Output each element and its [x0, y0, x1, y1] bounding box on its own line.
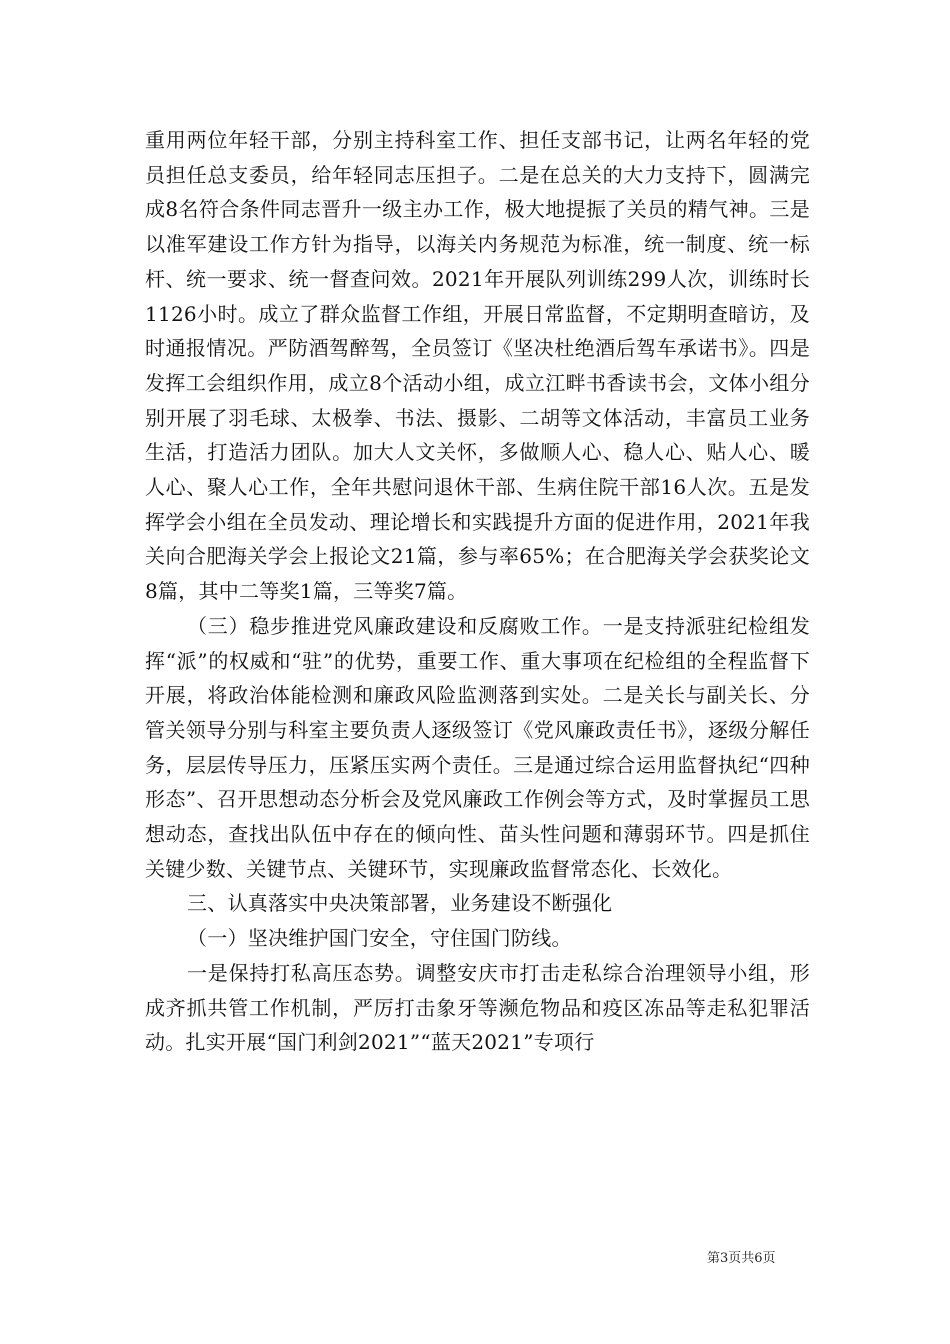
paragraph-2: （三）稳步推进党风廉政建设和反腐败工作。一是支持派驻纪检组发挥“派”的权威和“驻”的优势，重要工作、重大事项在纪检组的全程监督下开展，将政治体能检测和廉政风险监测落到实处。二是关长与副关长、分管关领导分别与科室主要负责人逐级签订《党风廉政责任书》，逐级分解任务，层层传导压力，压紧压实两个责任。三是通过综合运用监督执纪“四种形态”、召开思想动态分析会及党风廉政工作例会等方式，及时掌握员工思想动态，查找出队伍中存在的倾向性、苗头性问题和薄弱环节。四是抓住关键少数、关键节点、关键环节，实现廉政监督常态化、长效化。	[145, 613, 810, 881]
paragraph-5: 一是保持打私高压态势。调整安庆市打击走私综合治理领导小组，形成齐抓共管工作机制，严厉打击象牙等濒危物品和疫区冻品等走私犯罪活动。扎实开展“国门利剑2021”“蓝天2021”专项行	[145, 960, 810, 1055]
page-number-footer: 第3页共6页	[707, 1251, 776, 1266]
document-body	[145, 123, 810, 1060]
section-heading: 三、认真落实中央决策部署，业务建设不断强化	[187, 891, 613, 916]
paragraph-1: 重用两位年轻干部，分别主持科室工作、担任支部书记，让两名年轻的党员担任总支委员，给年轻同志压担子。二是在总关的大力支持下，圆满完成8名符合条件同志晋升一级主办工作，极大地提振了关员的精气神。三是以准军建设工作方针为指导，以海关内务规范为标准，统一制度、统一标杆、统一要求、统一督查问效。2021年开展队列训练299人次，训练时长1126小时。成立了群众监督工作组，开展日常监督，不定期明查暗访，及时通报情况。严防酒驾醉驾，全员签订《坚决杜绝酒后驾车承诺书》。四是发挥工会组织作用，成立8个活动小组，成立江畔书香读书会，文体小组分别开展了羽毛球、太极拳、书法、摄影、二胡等文体活动，丰富员工业务生活，打造活力团队。加大人文关怀，多做顺人心、稳人心、贴人心、暖人心、聚人心工作，全年共慰问退休干部、生病住院干部16人次。五是发挥学会小组在全员发动、理论增长和实践提升方面的促进作用，2021年我关向合肥海关学会上报论文21篇，参与率65%；在合肥海关学会获奖论文8篇，其中二等奖1篇，三等奖7篇。	[145, 128, 810, 604]
subsection-heading: （一）坚决维护国门安全，守住国门防线。	[187, 926, 572, 951]
